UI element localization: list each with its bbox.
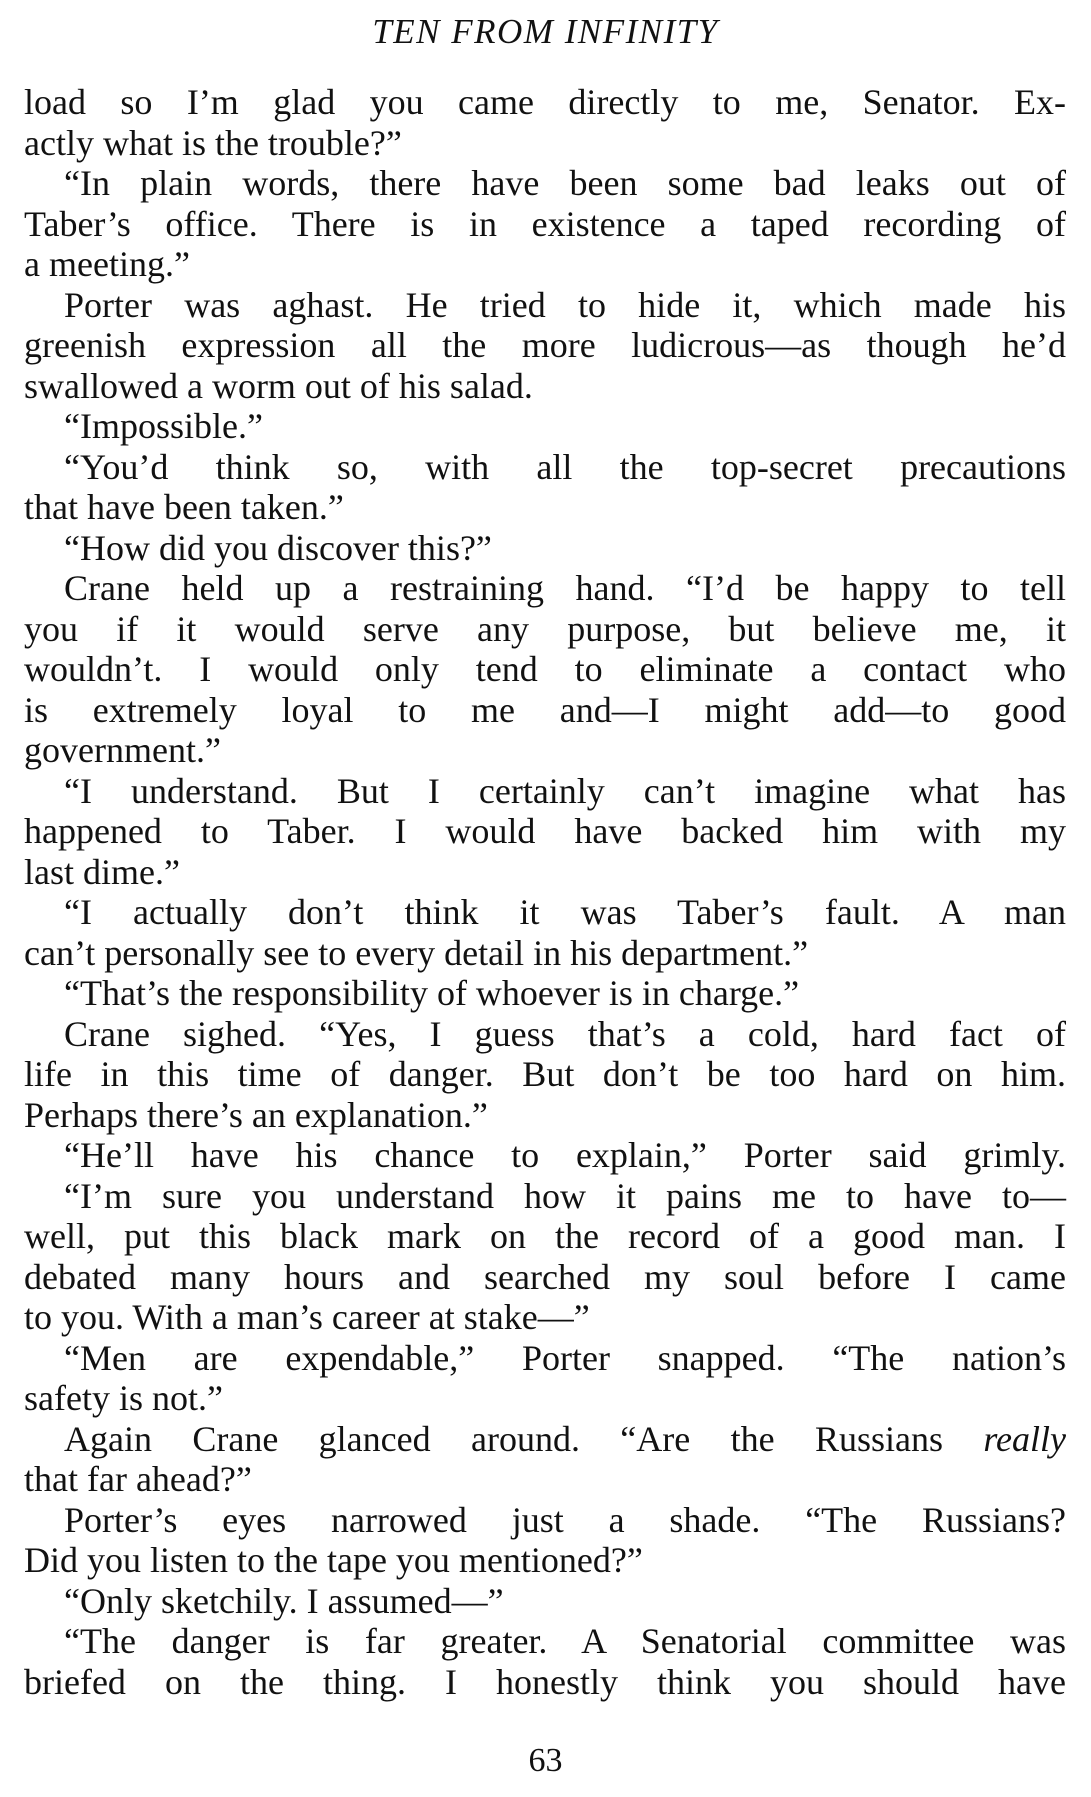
- text-line: “Impossible.”: [64, 406, 263, 446]
- text-line: “That’s the responsibility of whoever is in charge.”: [64, 973, 800, 1013]
- text-line: wouldn’t. I would only tend to eliminate a contact who: [24, 649, 1066, 689]
- body-text: [24, 82, 1066, 1702]
- text-line: Perhaps there’s an explanation.”: [24, 1094, 488, 1135]
- text-line: government.”: [24, 730, 221, 770]
- text-line: safety is not.”: [24, 1378, 223, 1418]
- text-line: Crane sighed. “Yes, I guess that’s a cold, hard fact of: [64, 1013, 1066, 1054]
- text-line: Did you listen to the tape you mentioned?”: [24, 1540, 643, 1580]
- running-head: TEN FROM INFINITY: [372, 12, 719, 51]
- text-line: a meeting.”: [24, 244, 190, 284]
- text-line: happened to Taber. I would have backed him with my: [24, 811, 1066, 851]
- text-line: load so I’m glad you came directly to me, Senator. Ex-: [24, 82, 1066, 122]
- text-line: that have been taken.”: [24, 487, 344, 527]
- text-line: greenish expression all the more ludicrous—as though he’d: [24, 325, 1066, 365]
- text-line: life in this time of danger. But don’t be too hard on him.: [24, 1054, 1066, 1094]
- text-line: actly what is the trouble?”: [24, 122, 402, 163]
- text-line: last dime.”: [24, 851, 180, 892]
- text-line: Porter was aghast. He tried to hide it, which made his: [64, 284, 1066, 325]
- text-line: Again Crane glanced around. “Are the Russians really: [64, 1418, 1066, 1459]
- text-line: is extremely loyal to me and—I might add—to good: [24, 689, 1066, 730]
- text-line: “Men are expendable,” Porter snapped. “The nation’s: [64, 1337, 1066, 1378]
- text-line: well, put this black mark on the record of a good man. I: [24, 1216, 1066, 1256]
- text-line: “In plain words, there have been some bad leaks out of: [64, 163, 1066, 203]
- text-line: that far ahead?”: [24, 1459, 252, 1499]
- text-line: “How did you discover this?”: [64, 527, 492, 568]
- text-line: Crane held up a restraining hand. “I’d be happy to tell: [64, 568, 1066, 608]
- text-line: “I’m sure you understand how it pains me to have to—: [64, 1175, 1066, 1216]
- text-line: “Only sketchily. I assumed—”: [64, 1580, 504, 1621]
- emphasis: really: [983, 1418, 1066, 1459]
- text-line: swallowed a worm out of his salad.: [24, 365, 533, 406]
- text-line: “He’ll have his chance to explain,” Porter said grimly.: [64, 1135, 1066, 1175]
- page-number: 63: [528, 1742, 563, 1779]
- text-line: “I understand. But I certainly can’t imagine what has: [64, 770, 1066, 811]
- text-line: debated many hours and searched my soul before I came: [24, 1256, 1066, 1297]
- text-line: briefed on the thing. I honestly think you should have: [24, 1661, 1066, 1702]
- text-line: “The danger is far greater. A Senatorial committee was: [64, 1621, 1066, 1661]
- text-line: “You’d think so, with all the top-secret precautions: [64, 446, 1066, 487]
- text-line: Taber’s office. There is in existence a taped recording of: [24, 203, 1066, 244]
- text-line: you if it would serve any purpose, but believe me, it: [24, 608, 1066, 649]
- text-line: “I actually don’t think it was Taber’s fault. A man: [64, 892, 1066, 932]
- text-line: to you. With a man’s career at stake—”: [24, 1297, 590, 1337]
- text-line: can’t personally see to every detail in his department.”: [24, 932, 809, 973]
- text-line: Porter’s eyes narrowed just a shade. “The Russians?: [64, 1499, 1066, 1540]
